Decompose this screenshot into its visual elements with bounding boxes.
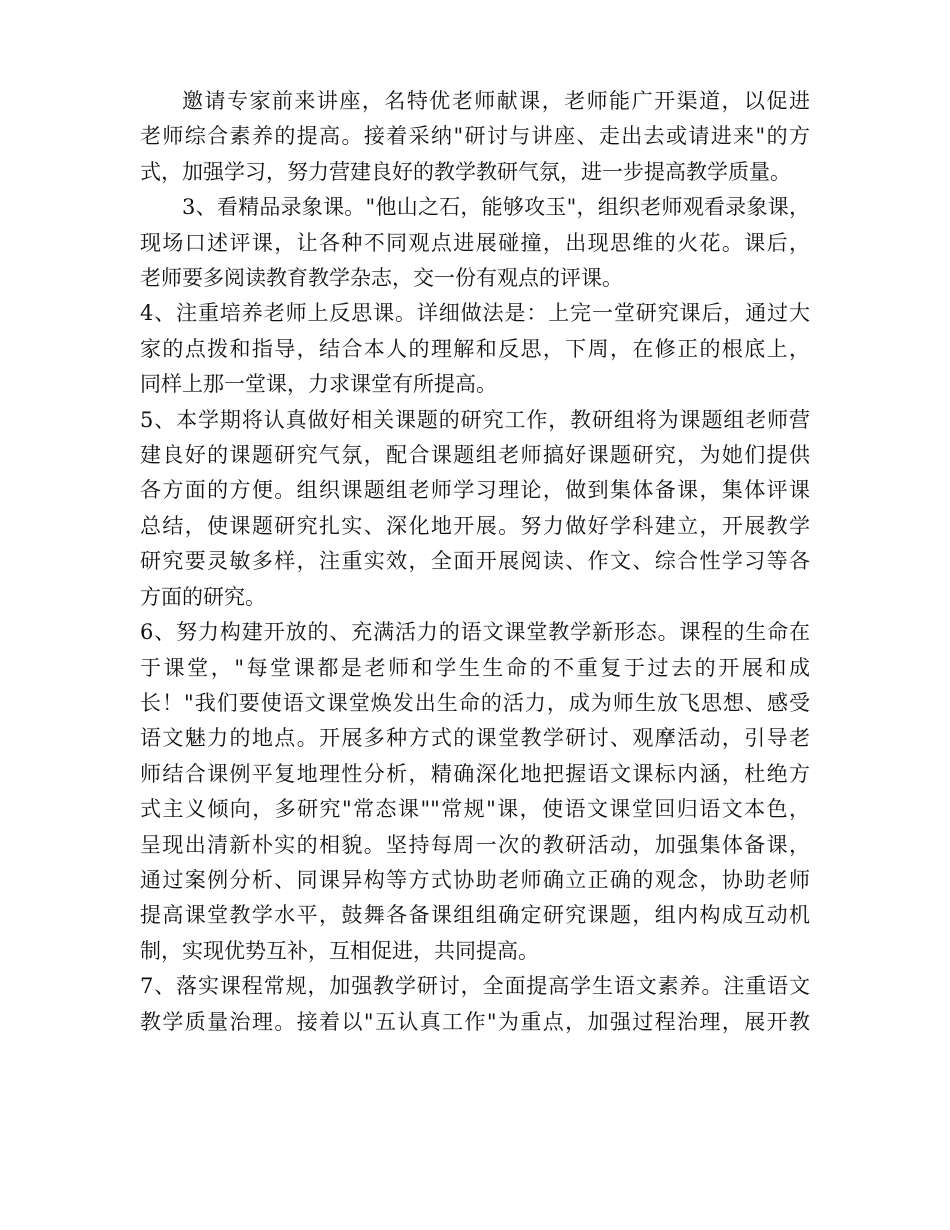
text-line: 语文魅力的地点。开展多种方式的课堂教学研讨、观摩活动，引导老 [140,726,810,751]
paragraph-intro [140,84,810,190]
text-line: 现场口述评课，让各种不同观点进展碰撞，出现思维的火花。课后， [140,230,810,255]
text-line: 7、落实课程常规，加强教学研讨，全面提高学生语文素养。注重语文 [140,974,810,999]
paragraph-item-7 [140,969,810,1040]
paragraph-item-3 [140,190,810,296]
text-line: 6、努力构建开放的、充满活力的语文课堂教学新形态。课程的生命在 [140,620,810,645]
paragraph-item-5 [140,403,810,615]
text-line: 4、注重培养老师上反思课。详细做法是：上完一堂研究课后，通过大 [140,301,810,326]
text-line: 呈现出清新朴实的相貌。坚持每周一次的教研活动，加强集体备课， [140,832,810,857]
paragraph-item-6 [140,615,810,969]
text-line: 制，实现优势互补，互相促进，共同提高。 [140,938,539,963]
text-line: 于课堂，"每堂课都是老师和学生生命的不重复于过去的开展和成 [140,655,810,680]
text-line: 提高课堂教学水平，鼓舞各备课组组确定研究课题，组内构成互动机 [140,903,810,928]
text-line: 各方面的方便。组织课题组老师学习理论，做到集体备课，集体评课 [140,478,810,503]
text-line: 通过案例分析、同课异构等方式协助老师确立正确的观念，协助老师 [140,867,810,892]
text-line: 师结合课例平复地理性分析，精确深化地把握语文课标内涵，杜绝方 [140,761,810,786]
text-line: 研究要灵敏多样，注重实效，全面开展阅读、作文、综合性学习等各 [140,549,810,574]
text-line: 教学质量治理。接着以"五认真工作"为重点，加强过程治理，展开教 [140,1009,810,1034]
text-line: 同样上那一堂课，力求课堂有所提高。 [140,372,497,397]
text-line: 总结，使课题研究扎实、深化地开展。努力做好学科建立，开展教学 [140,513,810,538]
text-line: 式，加强学习，努力营建良好的教学教研气氛，进一步提高教学质量。 [140,159,791,184]
paragraph-item-4 [140,296,810,402]
text-line: 家的点拨和指导，结合本人的理解和反思，下周，在修正的根底上， [140,336,810,361]
text-line: 5、本学期将认真做好相关课题的研究工作，教研组将为课题组老师营 [140,407,810,432]
text-line: 3、看精品录象课。"他山之石，能够攻玉"，组织老师观看录象课， [182,195,810,220]
text-line: 邀请专家前来讲座，名特优老师献课，老师能广开渠道，以促进 [182,89,810,113]
text-line: 式主义倾向，多研究"常态课""常规"课，使语文课堂回归语文本色， [140,797,810,822]
text-line: 长！"我们要使语文课堂焕发出生命的活力，成为师生放飞思想、感受 [140,690,810,715]
text-line: 老师要多阅读教育教学杂志，交一份有观点的评课。 [140,266,623,291]
text-line: 建良好的课题研究气氛，配合课题组老师搞好课题研究，为她们提供 [140,443,810,468]
text-line: 方面的研究。 [140,584,266,609]
text-line: 老师综合素养的提高。接着采纳"研讨与讲座、走出去或请进来"的方 [140,124,810,149]
document-body [140,84,810,1040]
